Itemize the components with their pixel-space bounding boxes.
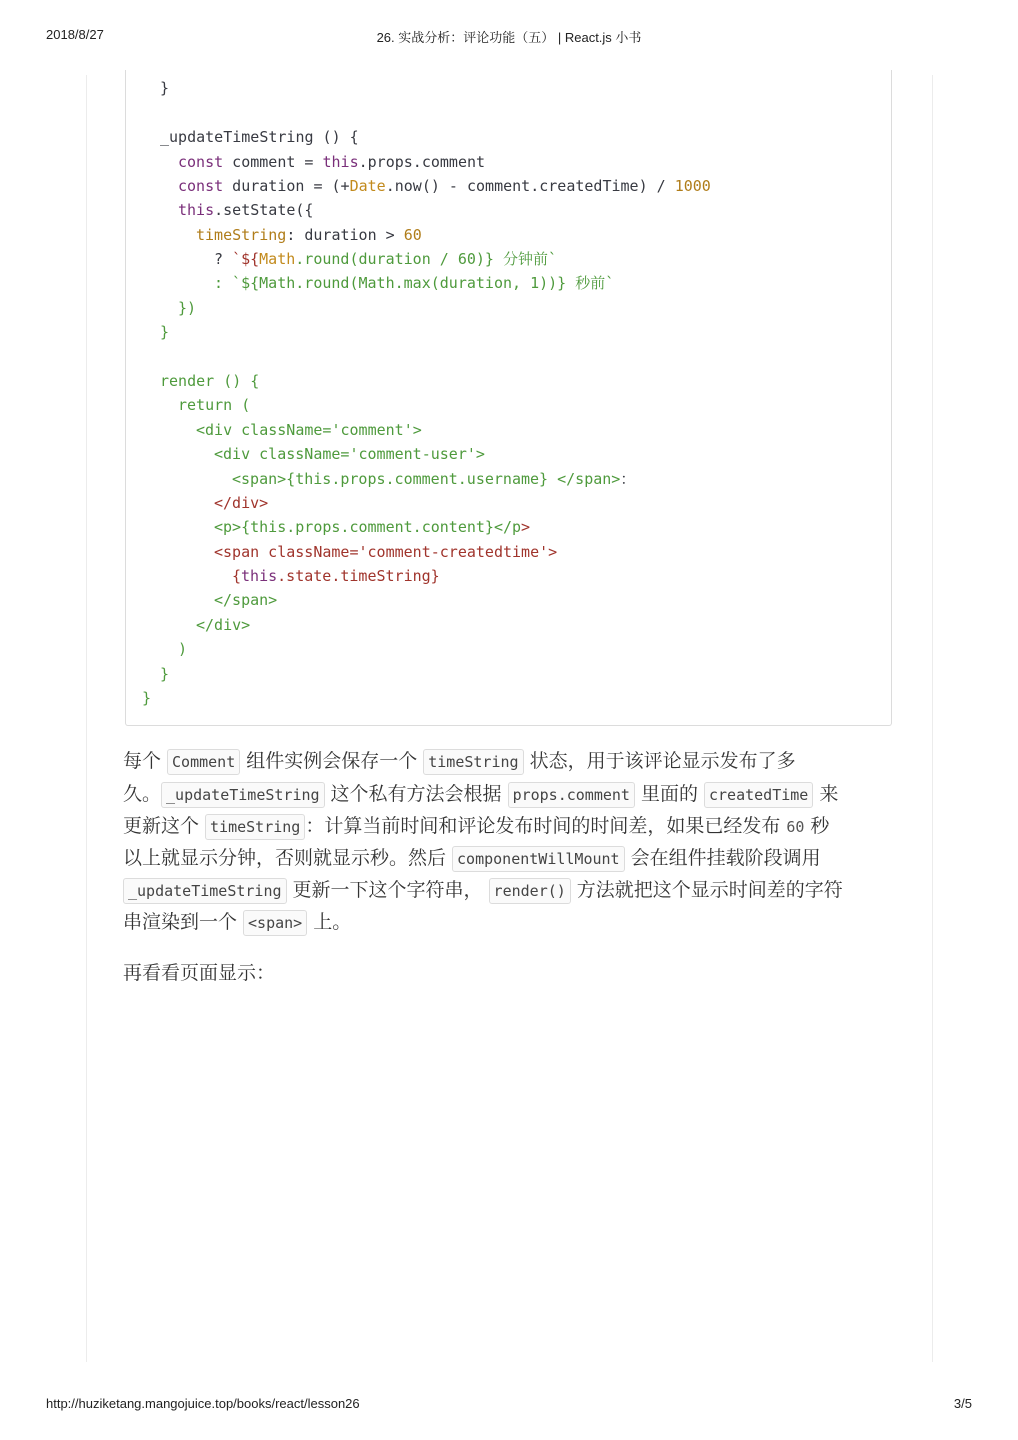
print-url: http://huziketang.mangojuice.top/books/react/lesson26 (46, 1396, 360, 1411)
code-line (214, 271, 614, 295)
paragraph-text: 组件实例会保存一个 (246, 750, 418, 772)
code-line (196, 418, 422, 442)
paragraph-text: 来 (819, 783, 839, 805)
paragraph-text: 状态，用于该评论显示发布了多 (529, 750, 796, 772)
code-token: > (548, 543, 558, 561)
code-line (232, 467, 635, 491)
paragraph-line (123, 810, 829, 842)
code-token: ? (214, 250, 233, 268)
code-token: comment = (223, 153, 323, 171)
page-frame-right (932, 75, 933, 1362)
print-date: 2018/8/27 (46, 27, 104, 42)
paragraph-text: 更新这个 (123, 815, 200, 837)
code-line (196, 613, 250, 637)
paragraph-text: 会在组件挂载阶段调用 (630, 847, 821, 869)
paragraph-text: 这个私有方法会根据 (330, 783, 502, 805)
inline-code: <span> (243, 910, 307, 936)
paragraph-text: 上。 (313, 911, 352, 933)
code-line (142, 686, 151, 710)
code-token: </div> (196, 616, 251, 634)
inline-code: timeString (205, 814, 305, 840)
code-line (214, 588, 277, 612)
code-line (232, 564, 440, 588)
code-line (214, 442, 485, 466)
code-token: <div className='comment'> (196, 421, 422, 439)
code-token: Math (259, 250, 296, 268)
code-token: : duration > (286, 226, 404, 244)
inline-code: timeString (423, 749, 523, 775)
code-line (160, 320, 169, 344)
code-line (178, 393, 250, 417)
inline-code: _updateTimeString (161, 782, 325, 808)
code-line (214, 247, 557, 271)
code-token: </div> (214, 494, 269, 512)
code-line (214, 515, 530, 539)
code-token: const (178, 177, 224, 195)
code-token: duration = (+ (223, 177, 350, 195)
code-token: .now() - comment.createdTime) / (385, 177, 675, 195)
code-token: } (142, 689, 152, 707)
code-token: <span className= (214, 543, 359, 561)
inline-code: props.comment (508, 782, 635, 808)
code-token: render () { (160, 372, 260, 390)
print-page-number: 3/5 (953, 1396, 972, 1411)
code-line (214, 540, 557, 564)
paragraph-text: ：计算当前时间和评论发布时间的时间差，如果已经发布 (305, 815, 781, 837)
code-token: : `${Math.round(Math.max(duration, 1))} 秒前` (214, 274, 615, 292)
print-header (0, 27, 1018, 47)
paragraph-text: 久。 (123, 783, 162, 805)
code-token: } (160, 323, 170, 341)
paragraph-text: 方法就把这个显示时间差的字符 (576, 879, 843, 901)
code-line (160, 369, 259, 393)
code-token: .round(duration / 60)} 分钟前` (295, 250, 558, 268)
code-token: } (160, 79, 170, 97)
paragraph-line (123, 874, 843, 906)
code-line (214, 491, 268, 515)
code-token: this (322, 153, 359, 171)
code-token: this (241, 567, 278, 585)
code-token: `${ (232, 250, 260, 268)
code-line (178, 174, 711, 198)
paragraph-line (123, 778, 838, 810)
code-token: .props.comment (358, 153, 486, 171)
inline-code: componentWillMount (452, 846, 625, 872)
code-line (196, 223, 422, 247)
code-token: 'comment-createdtime' (358, 543, 549, 561)
code-token: const (178, 153, 224, 171)
code-token: ： (620, 470, 636, 488)
inline-code: render() (489, 878, 571, 904)
print-footer (0, 1396, 1018, 1416)
code-token: .setState({ (214, 201, 314, 219)
paragraph-line (123, 906, 351, 938)
code-token: <p>{this.props.comment.content}</p (214, 518, 522, 536)
code-token: 1000 (674, 177, 711, 195)
paragraph-text: 秒 (810, 815, 830, 837)
code-line (160, 662, 169, 686)
code-token: _updateTimeString () { (160, 128, 359, 146)
code-token: <div className='comment-user'> (214, 445, 485, 463)
inline-code: _updateTimeString (123, 878, 287, 904)
code-token: timeString (196, 226, 287, 244)
code-token: <span>{this.props.comment.username} </span> (232, 470, 621, 488)
paragraph-text: 串渲染到一个 (123, 911, 238, 933)
print-page-title: 26. 实战分析：评论功能（五） | React.js 小书 (376, 30, 642, 45)
code-token: </span> (214, 591, 278, 609)
code-token: this (178, 201, 215, 219)
code-token: }) (178, 299, 197, 317)
code-token: .state.timeString} (277, 567, 440, 585)
code-line (178, 150, 485, 174)
code-token: Date (349, 177, 386, 195)
code-line (160, 76, 169, 100)
paragraph-line (123, 842, 821, 874)
page-frame-left (86, 75, 87, 1362)
paragraph-text: 以上就显示分钟，否则就显示秒。然后 (123, 847, 447, 869)
inline-code: createdTime (704, 782, 813, 808)
code-block (125, 70, 892, 726)
paragraph-text: 里面的 (640, 783, 698, 805)
paragraph-text: 更新一下这个字符串， (292, 879, 483, 901)
paragraph-line (123, 745, 796, 777)
code-line (178, 198, 313, 222)
code-line (178, 637, 187, 661)
code-line (178, 296, 196, 320)
body-paragraph-2: 再看看页面显示： (123, 962, 276, 984)
code-token: > (521, 518, 531, 536)
code-token: ) (178, 640, 188, 658)
code-line (160, 125, 359, 149)
paragraph-text: 每个 (123, 750, 162, 772)
code-token: { (232, 567, 242, 585)
code-token: 60 (403, 226, 422, 244)
code-token: } (160, 665, 170, 683)
inline-number: 60 (786, 818, 805, 836)
code-token: return ( (178, 396, 251, 414)
inline-code: Comment (167, 749, 240, 775)
